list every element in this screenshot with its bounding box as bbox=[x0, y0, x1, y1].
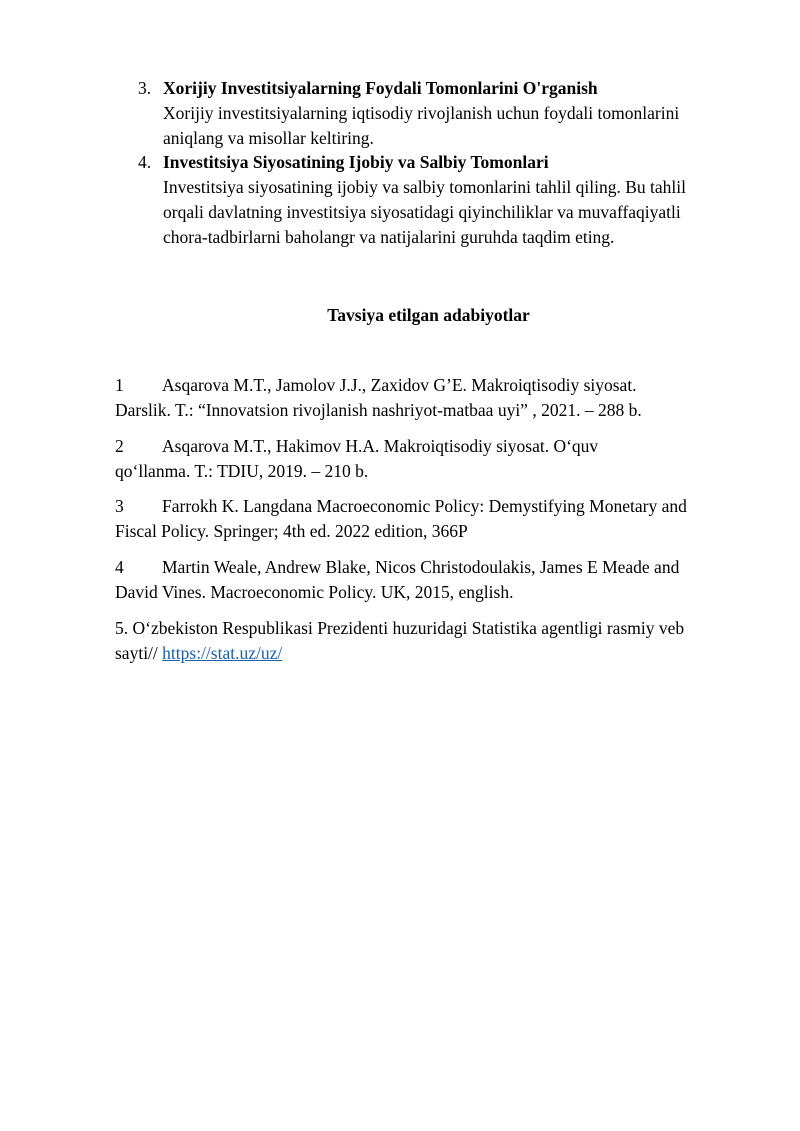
task-title: Xorijiy Investitsiyalarning Foydali Tomonlarini O'rganish bbox=[163, 78, 598, 98]
task-item bbox=[138, 150, 738, 250]
task-body bbox=[163, 76, 738, 151]
reference-text: Martin Weale, Andrew Blake, Nicos Christodoulakis, James E Meade and bbox=[162, 557, 680, 577]
reference-line bbox=[115, 555, 735, 580]
reference-line: qo‘llanma. T.: TDIU, 2019. – 210 b. bbox=[115, 461, 369, 481]
reference-line: 5. O‘zbekiston Respublikasi Prezidenti huzuridagi Statistika agentligi rasmiy veb bbox=[115, 618, 685, 638]
reference-item bbox=[115, 434, 735, 484]
reference-text: sayti// bbox=[115, 643, 163, 663]
task-item bbox=[138, 76, 738, 151]
reference-item bbox=[115, 555, 735, 605]
task-text-line: aniqlang va misollar keltiring. bbox=[163, 128, 374, 148]
reference-line bbox=[115, 373, 735, 398]
task-text-line: orqali davlatning investitsiya siyosatidagi qiyinchiliklar va muvaffaqiyatli bbox=[163, 202, 681, 222]
task-number: 3. bbox=[138, 78, 152, 98]
task-number: 4. bbox=[138, 152, 152, 172]
task-text-line: chora-tadbirlarni baholangr va natijalarini guruhda taqdim eting. bbox=[163, 227, 615, 247]
reference-number: 4 bbox=[115, 557, 124, 577]
reference-text: Farrokh K. Langdana Macroeconomic Policy: Demystifying Monetary and bbox=[162, 496, 687, 516]
task-text-line: Xorijiy investitsiyalarning iqtisodiy rivojlanish uchun foydali tomonlarini bbox=[163, 103, 680, 123]
reference-number: 3 bbox=[115, 496, 124, 516]
task-body bbox=[163, 150, 738, 250]
reference-number: 1 bbox=[115, 375, 124, 395]
task-title: Investitsiya Siyosatining Ijobiy va Salbiy Tomonlari bbox=[163, 152, 549, 172]
reference-line bbox=[115, 641, 735, 666]
reference-text: Asqarova M.T., Hakimov H.A. Makroiqtisodiy siyosat. O‘quv bbox=[162, 436, 599, 456]
reference-line bbox=[115, 494, 735, 519]
reference-line bbox=[115, 434, 735, 459]
reference-item bbox=[115, 616, 735, 666]
references-heading: Tavsiya etilgan adabiyotlar bbox=[327, 305, 530, 325]
reference-line: Fiscal Policy. Springer; 4th ed. 2022 edition, 366P bbox=[115, 521, 468, 541]
reference-text: Asqarova M.T., Jamolov J.J., Zaxidov G’E. Makroiqtisodiy siyosat. bbox=[162, 375, 637, 395]
task-text-line: Investitsiya siyosatining ijobiy va salbiy tomonlarini tahlil qiling. Bu tahlil bbox=[163, 177, 687, 197]
reference-item bbox=[115, 373, 735, 423]
reference-number: 2 bbox=[115, 436, 124, 456]
reference-line: Darslik. T.: “Innovatsion rivojlanish nashriyot-matbaa uyi” , 2021. – 288 b. bbox=[115, 400, 642, 420]
reference-item bbox=[115, 494, 735, 544]
statistics-website-link[interactable]: https://stat.uz/uz/ bbox=[162, 643, 283, 663]
reference-line: David Vines. Macroeconomic Policy. UK, 2015, english. bbox=[115, 582, 514, 602]
